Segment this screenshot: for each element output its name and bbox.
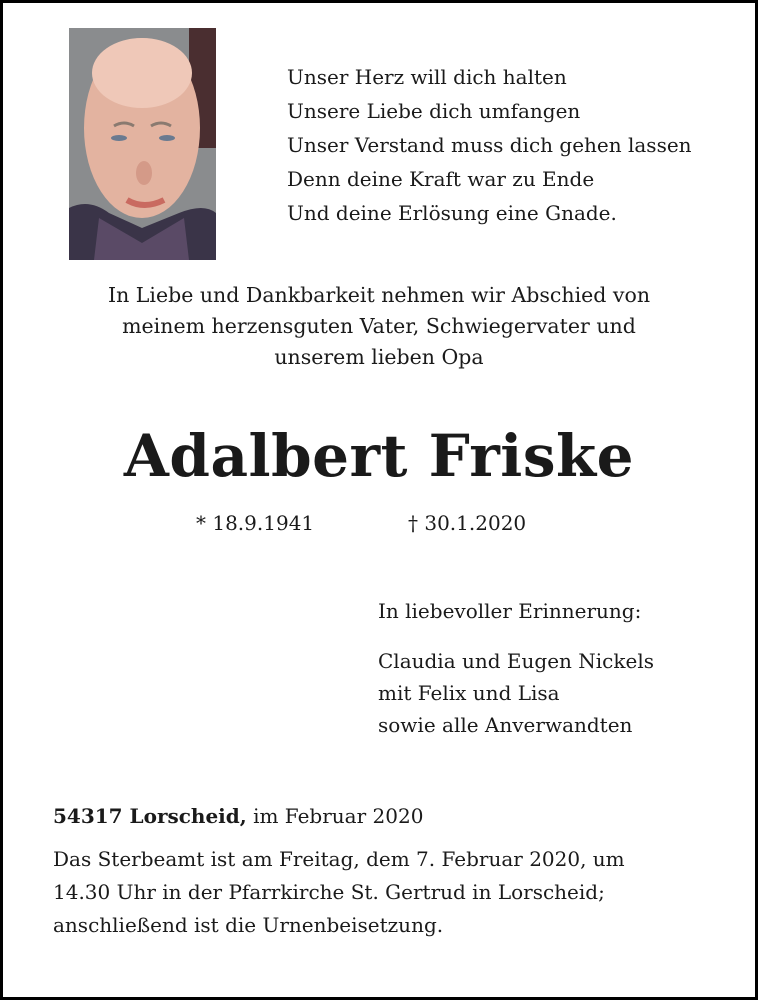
info-line: Das Sterbeamt ist am Freitag, dem 7. Februar 2020, um [53,847,625,871]
poem-line: Unser Herz will dich halten [287,65,567,89]
family-line: Claudia und Eugen Nickels [378,649,654,673]
family-line: sowie alle Anverwandten [378,713,633,737]
family-list [378,645,654,741]
place-date [53,799,423,833]
info-line: anschließend ist die Urnenbeisetzung. [53,913,444,937]
intro-text [0,280,758,373]
service-info [53,843,625,942]
deceased-name: Adalbert Friske [123,422,635,490]
intro-line: meinem herzensguten Vater, Schwiegervater und [122,314,636,338]
intro-line: unserem lieben Opa [274,345,484,369]
memory-heading: In liebevoller Erinnerung: [378,599,642,623]
place-month: im Februar 2020 [246,804,424,828]
intro-line: In Liebe und Dankbarkeit nehmen wir Abschied von [107,283,651,307]
info-line: 14.30 Uhr in der Pfarrkirche St. Gertrud in Lorscheid; [53,880,605,904]
poem-line: Und deine Erlösung eine Gnade. [287,201,617,225]
family-line: mit Felix und Lisa [378,681,560,705]
poem-line: Denn deine Kraft war zu Ende [287,167,595,191]
poem-line: Unser Verstand muss dich gehen lassen [287,133,692,157]
death-date: † 30.1.2020 [408,511,527,535]
portrait-photo [69,28,216,260]
poem-line: Unsere Liebe dich umfangen [287,99,581,123]
place-name: 54317 Lorscheid, [53,804,247,828]
poem [287,60,692,230]
birth-date: * 18.9.1941 [196,511,315,535]
